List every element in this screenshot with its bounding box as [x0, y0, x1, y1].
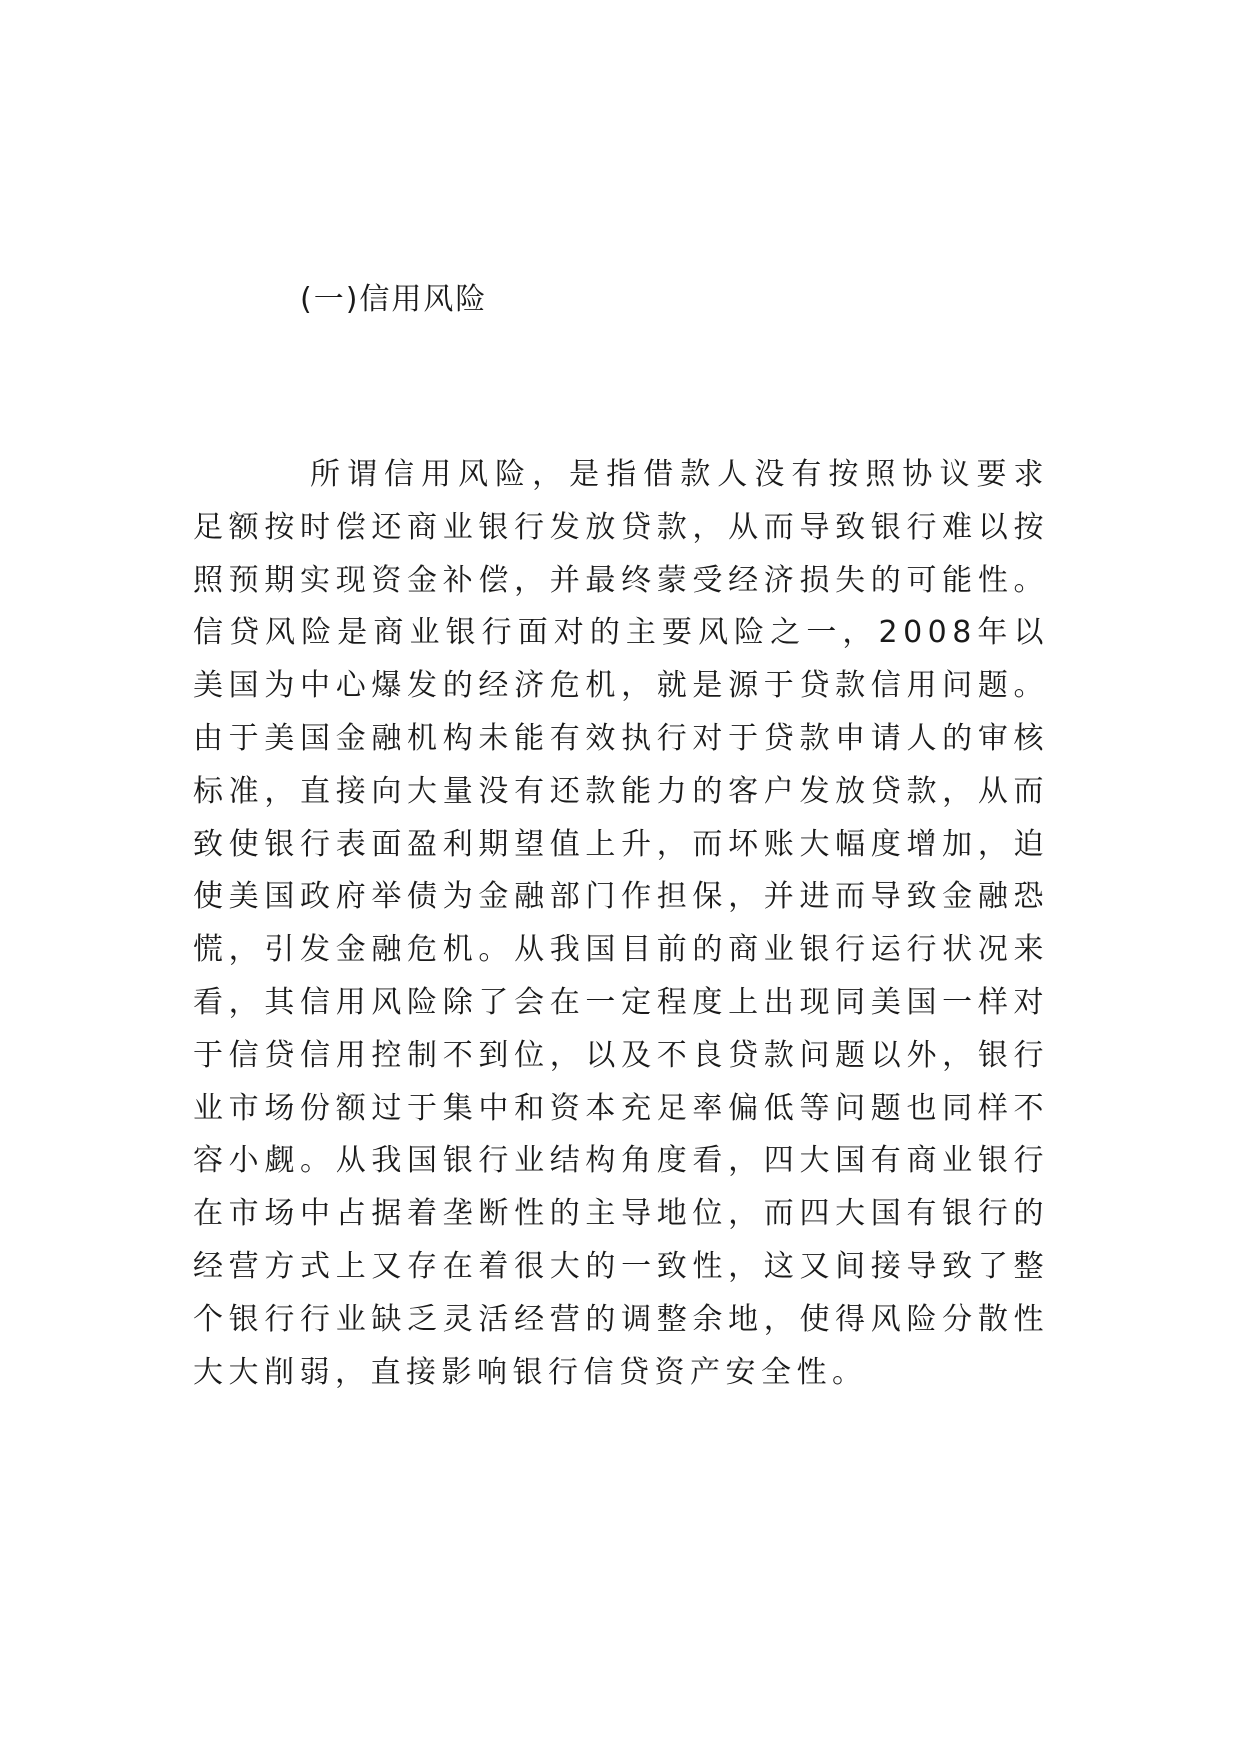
body-paragraph: 所谓信用风险，是指借款人没有按照协议要求足额按时偿还商业银行发放贷款，从而导致银行难以按照预期实现资金补偿，并最终蒙受经济损失的可能性。信贷风险是商业银行面对的主要风险之一，2008年以美国为中心爆发的经济危机，就是源于贷款信用问题。由于美国金融机构未能有效执行对于贷款申请人的审核标准，直接向大量没有还款能力的客户发放贷款，从而致使银行表面盈利期望值上升，而坏账大幅度增加，迫使美国政府举债为金融部门作担保，并进而导致金融恐慌，引发金融危机。从我国目前的商业银行运行状况来看，其信用风险除了会在一定程度上出现同美国一样对于信贷信用控制不到位，以及不良贷款问题以外，银行业市场份额过于集中和资本充足率偏低等问题也同样不容小觑。从我国银行业结构角度看，四大国有商业银行在市场中占据着垄断性的主导地位，而四大国有银行的经营方式上又存在着很大的一致性，这又间接导致了整个银行行业缺乏灵活经营的调整余地，使得风险分散性大大削弱，直接影响银行信贷资产安全性。: [193, 457, 1049, 1390]
section-heading: (一)信用风险: [300, 282, 488, 317]
